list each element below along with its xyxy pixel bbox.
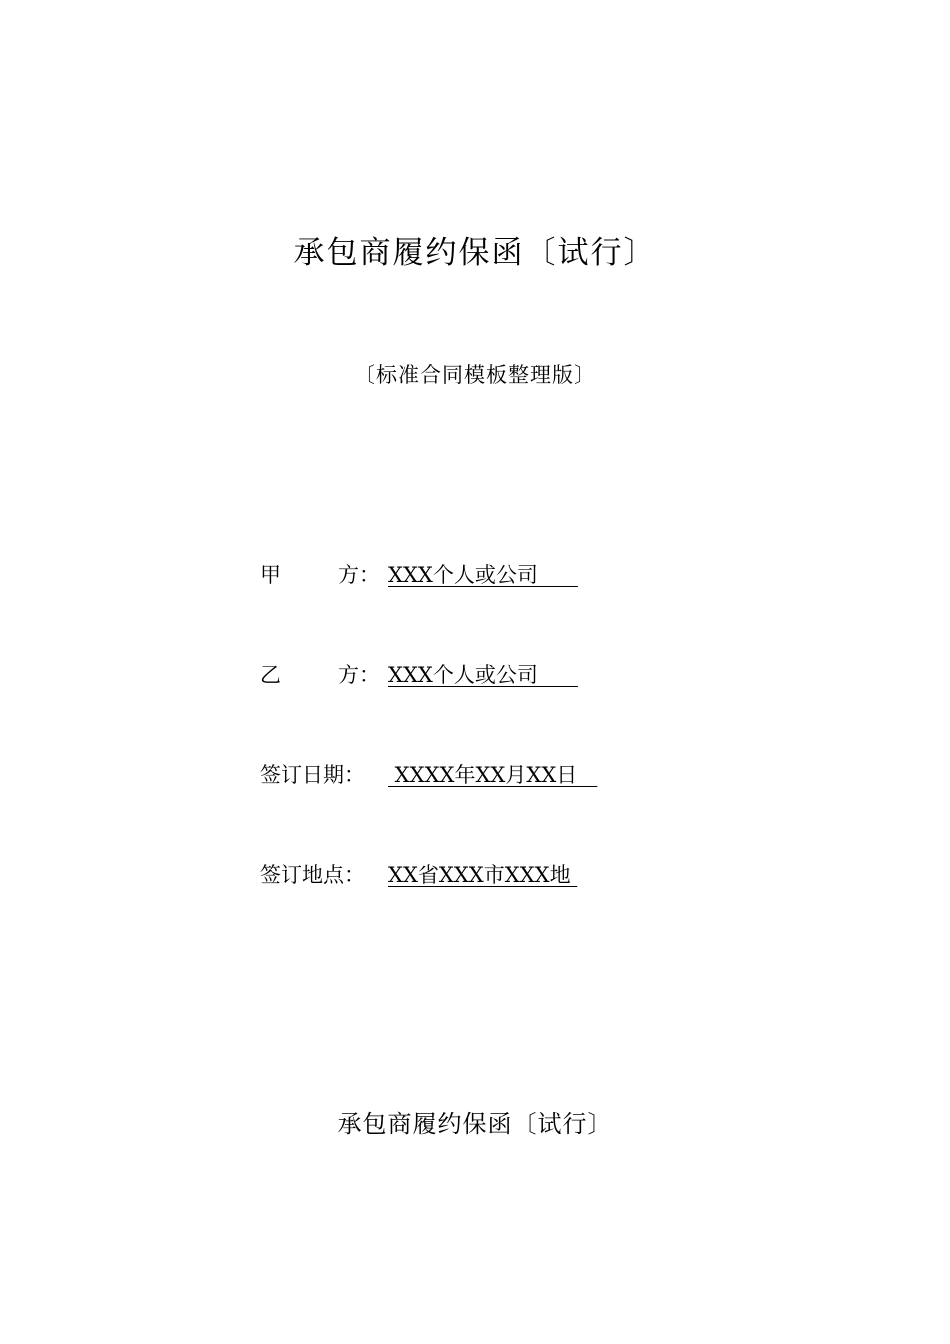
party-a-label	[260, 558, 388, 592]
party-a-value: XXX个人或公司	[388, 563, 578, 587]
party-b-label-first: 乙	[260, 663, 281, 687]
document-title: 承包商履约保函〔试行〕	[293, 235, 657, 271]
party-a-field	[260, 558, 578, 592]
party-a-label-last: 方：	[338, 563, 380, 587]
signing-place-value: XX省XXX市XXX地	[388, 863, 578, 887]
party-b-label	[260, 658, 388, 692]
signing-place-label: 签订地点：	[260, 863, 365, 887]
signing-date-label: 签订日期：	[260, 763, 365, 787]
signing-date-value: XXXX年XX月XX日	[388, 763, 598, 787]
party-b-value: XXX个人或公司	[388, 663, 578, 687]
document-subtitle: 〔标准合同模板整理版〕	[354, 363, 596, 387]
party-a-label-first: 甲	[260, 563, 281, 587]
signing-date-field	[260, 758, 597, 792]
signing-place-field	[260, 858, 577, 892]
party-b-field	[260, 658, 578, 692]
footer-title: 承包商履约保函〔试行〕	[337, 1110, 613, 1138]
party-b-label-last: 方：	[338, 663, 380, 687]
